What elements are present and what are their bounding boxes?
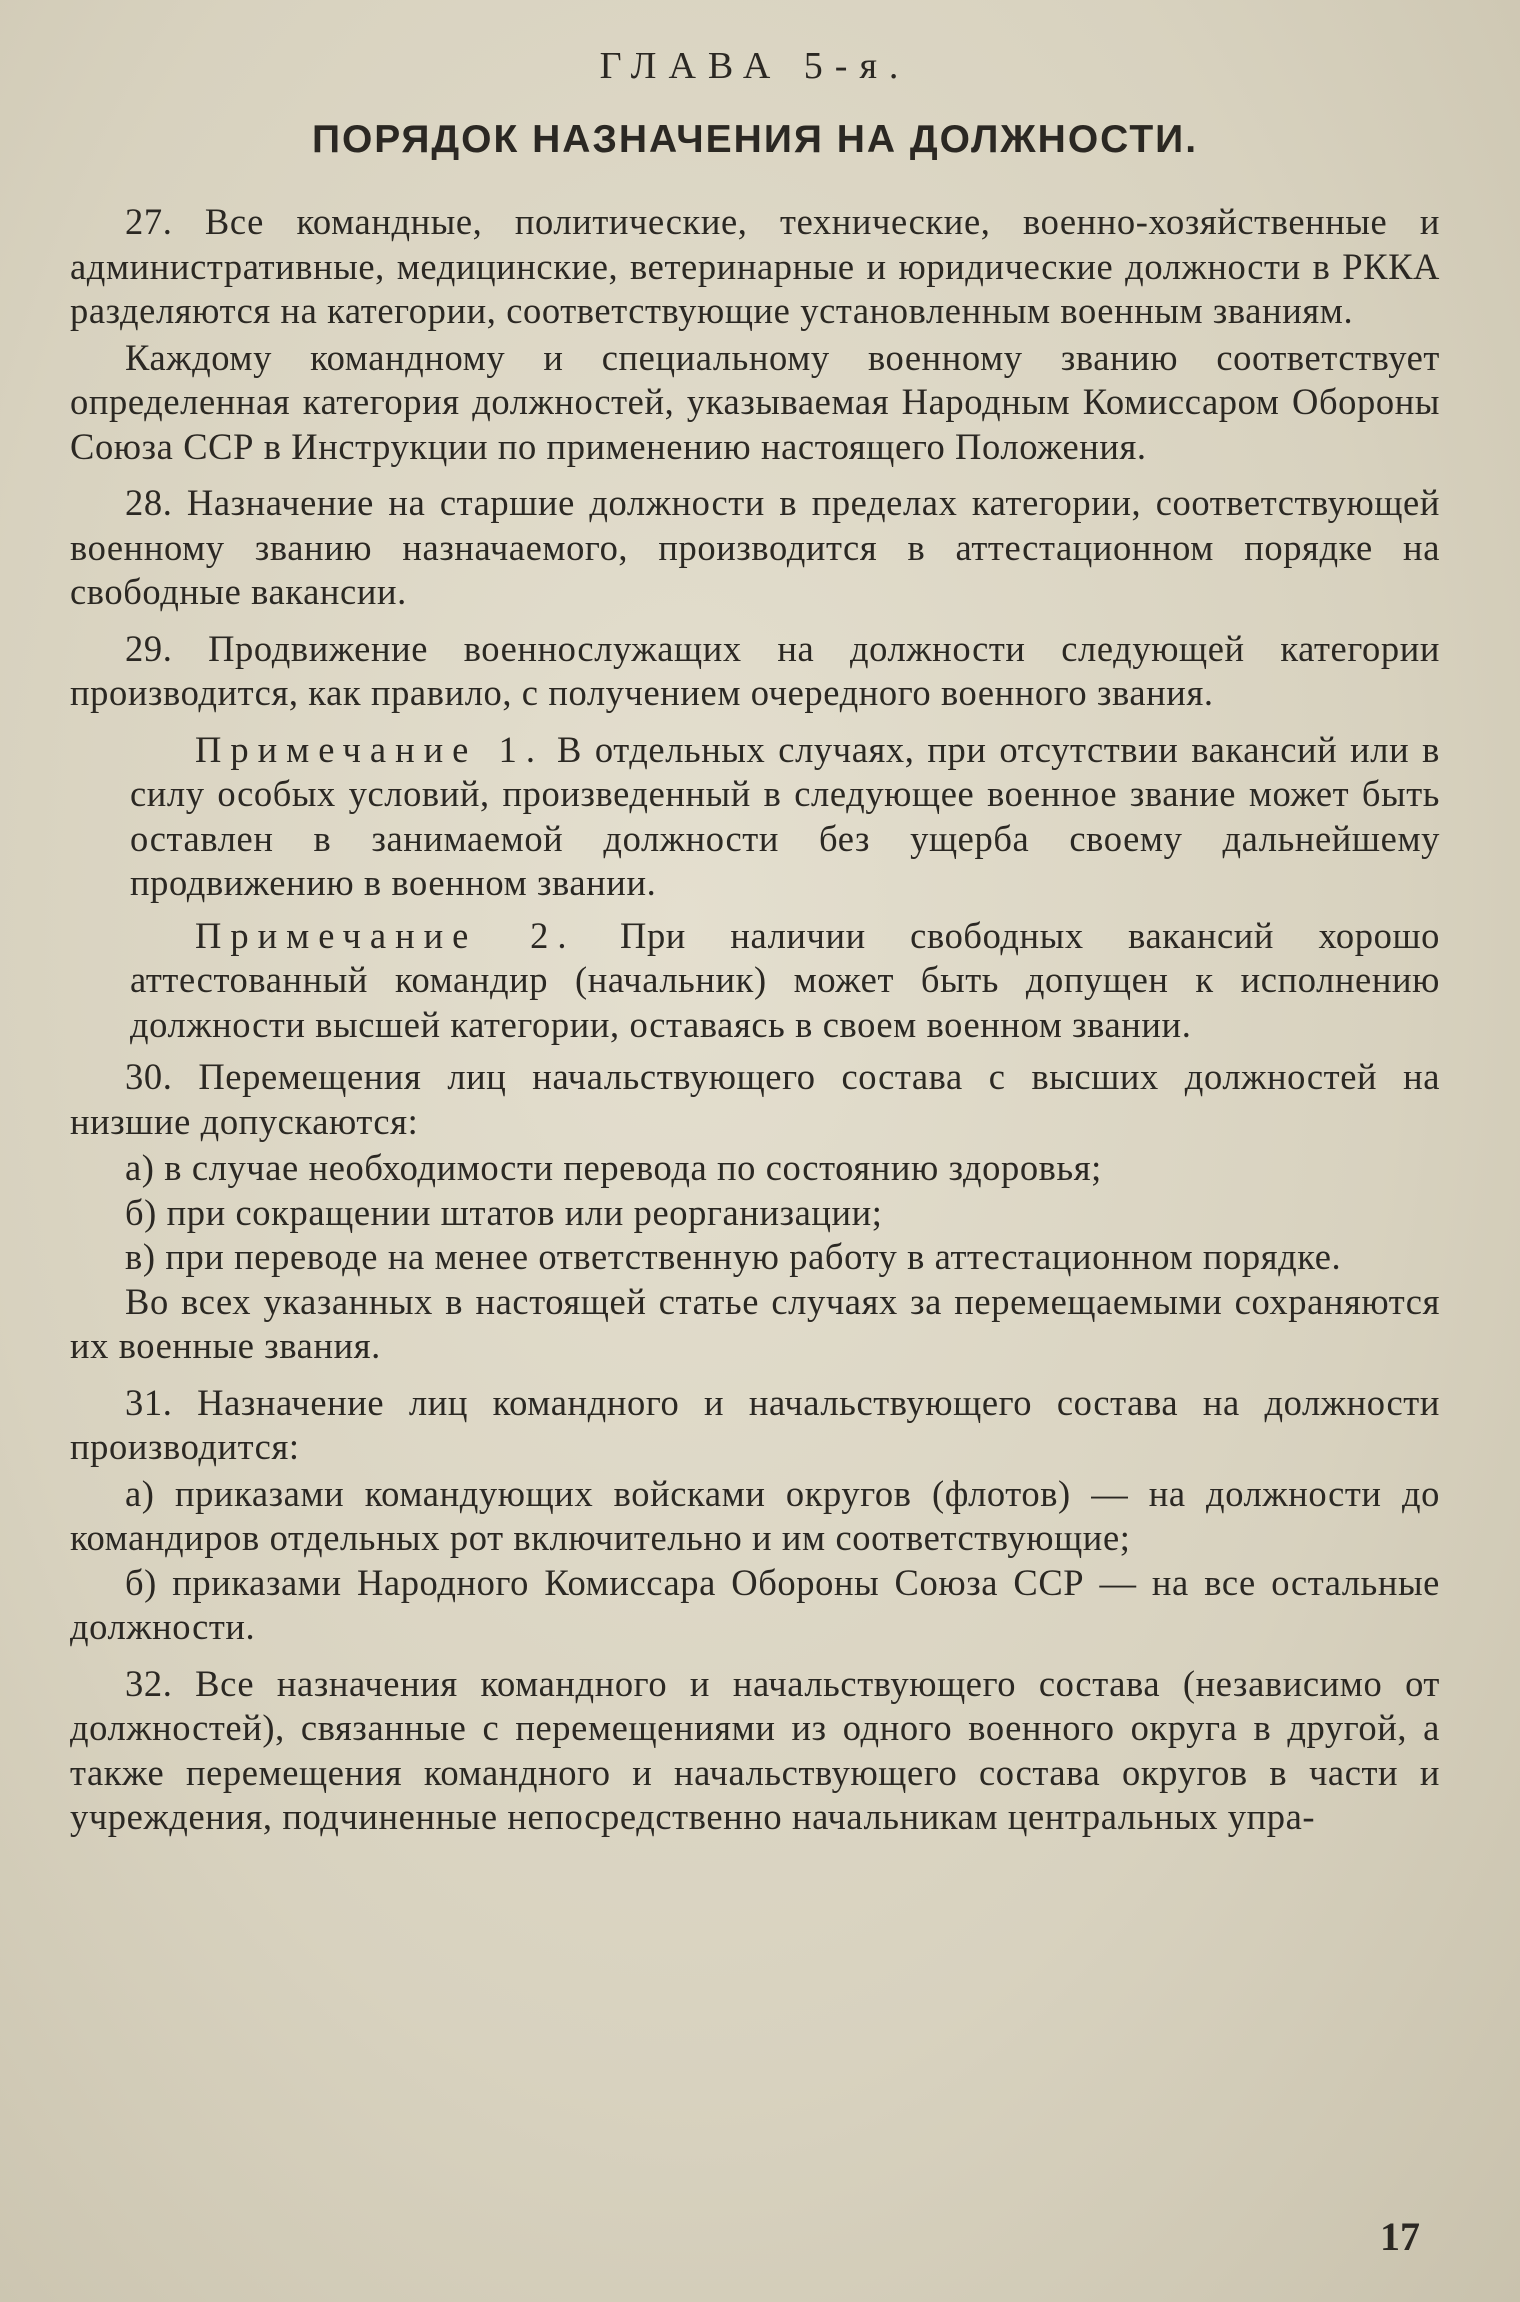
note-1 [130, 728, 1440, 906]
note-2 [130, 914, 1440, 1048]
chapter-heading: ГЛАВА 5-я. [599, 45, 911, 87]
page-number: 17 [1380, 2214, 1420, 2259]
paragraph-30: 30. Перемещения лиц начальствующего состава с высших должностей на низшие допускаются: [70, 1056, 1440, 1142]
chapter-title: ПОРЯДОК НАЗНАЧЕНИЯ НА ДОЛЖНОСТИ. [311, 118, 1199, 161]
paragraph-32: 32. Все назначения командного и начальствующего состава (независимо от должностей), связанные с перемещениями из одного военного округа в другой, а также перемещения командного и начальствующего состава округов в части и учреждения, подчиненные непосредственно начальникам центральных упра- [70, 1662, 1440, 1837]
paragraph-30-closing: Во всех указанных в настоящей статье случаях за перемещаемыми сохраняются их военные звания. [70, 1280, 1440, 1366]
note-1-lead: Примечание 1. [195, 728, 545, 770]
paragraph-30-item-c: в) при переводе на менее ответственную работу в аттестационном порядке. [125, 1236, 1342, 1277]
paragraph-27-continuation: Каждому командному и специальному военному званию соответствует определенная категория должностей, указываемая Народным Комиссаром Обороны Союза ССР в Инструкции по применению настоящего Положения. [70, 336, 1440, 467]
paragraph-28: 28. Назначение на старшие должности в пределах категории, соответствующей военному званию назначаемого, производится в аттестационном порядке на свободные вакансии. [70, 482, 1440, 612]
paragraph-31: 31. Назначение лиц командного и начальствующего состава на должности производится: [70, 1381, 1440, 1467]
paragraph-30-item-b: б) при сокращении штатов или реорганизации; [125, 1191, 883, 1233]
paragraph-31-item-b: б) приказами Народного Комиссара Обороны Союза ССР — на все остальные должности. [70, 1561, 1440, 1647]
note-2-text: При наличии свободных вакансий хорошо аттестованный командир (начальник) может быть допущен к исполнению должности высшей категории, оставаясь в своем военном звании. [130, 914, 1441, 1045]
note-2-lead: Примечание 2. [195, 914, 576, 956]
paragraph-29: 29. Продвижение военнослужащих на должности следующей категории производится, как правило, с получением очередного военного звания. [70, 627, 1440, 713]
note-1-text: В отдельных случаях, при отсутствии вакансий или в силу особых условий, произведенный в следующее военное звание может быть оставлен в занимаемой должности без ущерба своему дальнейшему продвижению в военном звании. [130, 728, 1441, 903]
paragraph-31-item-a: а) приказами командующих войсками округов (флотов) — на должности до командиров отдельных рот включительно и им соответствующие; [70, 1472, 1440, 1558]
page-body [70, 200, 1440, 1840]
paragraph-27: 27. Все командные, политические, технические, военно-хозяйственные и административные, медицинские, ветеринарные и юридические должности в РККА разделяются на категории, соответствующие установленным военным званиям. [70, 201, 1440, 331]
paragraph-30-item-a: а) в случае необходимости перевода по состоянию здоровья; [125, 1147, 1102, 1188]
